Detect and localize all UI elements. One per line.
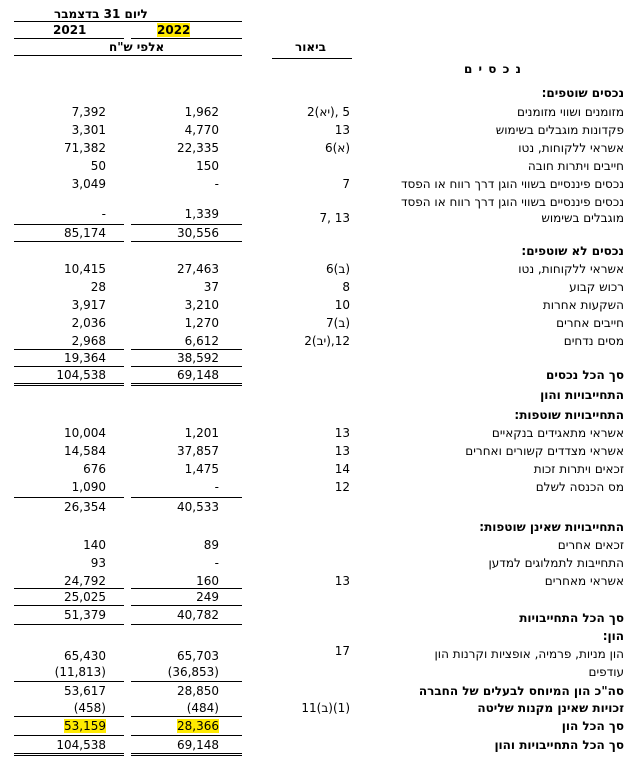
header-rule <box>14 21 242 22</box>
value-2022: 4,770 <box>184 123 219 137</box>
value-2022: 37,857 <box>177 444 219 458</box>
value-2022: 1,475 <box>184 462 219 476</box>
section-title: נכסים לא שוטפים: <box>521 244 624 258</box>
subtotal-rule <box>131 497 242 498</box>
row-label: השקעות אחרות <box>542 298 624 312</box>
year-2021-label: 2021 <box>53 23 87 37</box>
capital-2022: 65,703 <box>177 649 219 663</box>
nci-2021: (458) <box>73 701 106 715</box>
subtotal-2021: 26,354 <box>64 500 106 514</box>
row-note: 7 <box>342 177 350 191</box>
total-double-rule <box>14 383 124 386</box>
value-2021: 676 <box>83 462 106 476</box>
total-equity-label: סך הכל הון <box>561 719 624 733</box>
subtotal-rule <box>131 624 242 625</box>
row-label: אשראי מאחרים <box>544 574 624 588</box>
row-label: מס הכנסה לשלם <box>535 480 624 494</box>
subtotal-rule <box>131 735 242 736</box>
subtotal-2022: 30,556 <box>177 226 219 240</box>
row-label: אשראי מתאגידים בנקאיים <box>491 426 624 440</box>
total-double-rule <box>131 753 242 756</box>
row-label: אשראי מצדדים קשורים ואחרים <box>465 444 624 458</box>
value-2021: 2,968 <box>71 334 106 348</box>
total-liabilities-2022: 40,782 <box>177 608 219 622</box>
value-2022: 27,463 <box>177 262 219 276</box>
note-header-rule <box>272 58 352 59</box>
total-liabilities-equity-2022: 69,148 <box>177 738 219 752</box>
value-2022: 1,339 <box>184 207 219 221</box>
value-2022: 150 <box>196 159 219 173</box>
row-label: אשראי ללקוחות, נטו <box>518 141 624 155</box>
capital-label: הון מניות, פרמיה, אופציות וקרנות הון <box>434 647 624 661</box>
value-2021: 24,792 <box>64 574 106 588</box>
subtotal-rule <box>131 605 242 606</box>
row-note: 6(א) <box>324 141 350 155</box>
unit-label: אלפי ש"ח <box>109 40 165 54</box>
row-note: 2(יא), 5 <box>307 105 350 119</box>
row-label: זכאים ויתרות זכות <box>533 462 624 476</box>
row-label: פקדונות מוגבלים בשימוש <box>495 123 624 137</box>
deficit-2021: (11,813) <box>54 665 106 679</box>
owners-equity-2021: 53,617 <box>64 684 106 698</box>
value-2021: 50 <box>90 159 106 173</box>
row-label: אשראי ללקוחות, נטו <box>518 262 624 276</box>
value-2021: 3,049 <box>71 177 106 191</box>
header-rule <box>14 55 242 56</box>
row-label: חייבים ויתרות חובה <box>527 159 624 173</box>
total-assets-label: סך הכל נכסים <box>545 368 624 382</box>
subtotal-rule <box>14 605 124 606</box>
subtotal-2022: 249 <box>196 590 219 604</box>
row-note: 13 <box>334 574 350 588</box>
owners-equity-2022: 28,850 <box>177 684 219 698</box>
row-note: 14 <box>334 462 350 476</box>
row-note: 8 <box>342 280 350 294</box>
row-note: 7(ב) <box>326 316 350 330</box>
row-note: 13 ,7 <box>319 211 350 225</box>
liabilities-title: התחייבויות והון <box>540 388 624 402</box>
capital-2021: 65,430 <box>64 649 106 663</box>
subtotal-2021: 25,025 <box>64 590 106 604</box>
subtotal-2022: 40,533 <box>177 500 219 514</box>
total-liabilities-equity-label: סך הכל התחייבויות והון <box>494 738 624 752</box>
value-2022: - <box>214 177 219 191</box>
row-note: 13 <box>334 444 350 458</box>
row-note: 13 <box>334 426 350 440</box>
value-2022: 22,335 <box>177 141 219 155</box>
value-2021: 3,917 <box>71 298 106 312</box>
value-2021: 140 <box>83 538 106 552</box>
value-2021: 71,382 <box>64 141 106 155</box>
subtotal-2021: 19,364 <box>64 351 106 365</box>
subtotal-rule <box>131 241 242 242</box>
row-label: מוגבלים בשימוש <box>541 211 624 225</box>
subtotal-rule <box>14 735 124 736</box>
total-assets-2021: 104,538 <box>56 368 106 382</box>
subtotal-rule <box>14 716 124 717</box>
row-note: 10 <box>334 298 350 312</box>
value-2021: 10,004 <box>64 426 106 440</box>
deficit-label: עודפים <box>588 665 624 679</box>
row-label: זכאים אחרים <box>557 538 624 552</box>
value-2022: 6,612 <box>184 334 219 348</box>
capital-note: 17 <box>334 644 350 658</box>
nci-label: זכויות שאינן מקנות שליטה <box>477 701 624 715</box>
section-title: התחייבויות שאינן שוטפות: <box>479 520 624 534</box>
total-equity-2022: 28,366 <box>177 719 219 733</box>
value-2021: 7,392 <box>71 105 106 119</box>
value-2021: 3,301 <box>71 123 106 137</box>
subtotal-2021: 85,174 <box>64 226 106 240</box>
row-label: נכסים פיננסיים בשווי הוגן דרך רווח או הפסד <box>400 177 624 191</box>
value-2021: 14,584 <box>64 444 106 458</box>
row-label: מסים נדחים <box>563 334 624 348</box>
total-double-rule <box>131 383 242 386</box>
year-2022-label: 2022 <box>157 23 191 37</box>
row-label: התחייבות לתמלוגים למדען <box>488 556 624 570</box>
value-2022: 3,210 <box>184 298 219 312</box>
value-2022: 89 <box>203 538 219 552</box>
equity-title: הון: <box>602 629 624 643</box>
value-2022: 1,962 <box>184 105 219 119</box>
row-label: רכוש קבוע <box>569 280 624 294</box>
section-title: התחייבויות שוטפות: <box>514 408 624 422</box>
total-assets-2022: 69,148 <box>177 368 219 382</box>
total-liabilities-2021: 51,379 <box>64 608 106 622</box>
nci-2022: (484) <box>186 701 219 715</box>
subtotal-rule <box>14 624 124 625</box>
period-header: ליום 31 בדצמבר <box>54 7 148 21</box>
total-double-rule <box>14 753 124 756</box>
value-2022: - <box>214 556 219 570</box>
row-label: מזומנים ושווי מזומנים <box>517 105 624 119</box>
header-rule <box>14 38 124 39</box>
value-2021: 10,415 <box>64 262 106 276</box>
value-2021: 93 <box>90 556 106 570</box>
value-2021: 2,036 <box>71 316 106 330</box>
subtotal-rule <box>131 588 242 589</box>
subtotal-rule <box>131 716 242 717</box>
row-note: 13 <box>334 123 350 137</box>
value-2021: 1,090 <box>71 480 106 494</box>
value-2021: - <box>101 207 106 221</box>
owners-equity-label: סה"כ הון המיוחס לבעלים של החברה <box>418 684 624 698</box>
value-2022: 37 <box>203 280 219 294</box>
subtotal-rule <box>14 681 124 682</box>
nci-note: 11(ב)(1) <box>301 701 350 715</box>
row-label: נכסים פיננסיים בשווי הוגן דרך רווח או הפסד <box>400 195 624 209</box>
value-2022: 1,270 <box>184 316 219 330</box>
total-liabilities-label: סך הכל התחייבויות <box>519 611 624 625</box>
total-equity-2021: 53,159 <box>64 719 106 733</box>
assets-title: נ כ ס י ם <box>464 62 522 76</box>
row-note: 6(ב) <box>326 262 350 276</box>
value-2021: 28 <box>90 280 106 294</box>
subtotal-rule <box>131 681 242 682</box>
row-note: 2(יב),12 <box>304 334 350 348</box>
value-2022: - <box>214 480 219 494</box>
subtotal-rule <box>14 241 124 242</box>
deficit-2022: (36,853) <box>167 665 219 679</box>
value-2022: 1,201 <box>184 426 219 440</box>
section-title: נכסים שוטפים: <box>541 86 624 100</box>
note-header: ביאור <box>295 40 326 54</box>
row-note: 12 <box>334 480 350 494</box>
subtotal-2022: 38,592 <box>177 351 219 365</box>
total-liabilities-equity-2021: 104,538 <box>56 738 106 752</box>
subtotal-rule <box>14 497 124 498</box>
value-2022: 160 <box>196 574 219 588</box>
row-label: חייבים אחרים <box>556 316 624 330</box>
